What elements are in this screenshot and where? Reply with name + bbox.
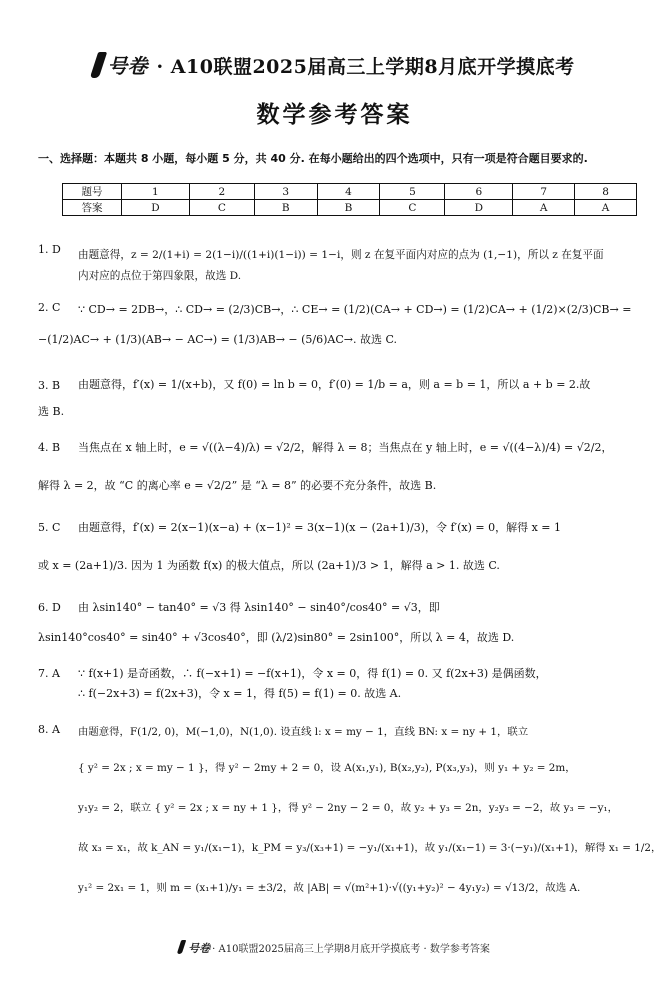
solution-line: 内对应的点位于第四象限，故选 D. bbox=[78, 270, 242, 282]
table-cell: A bbox=[575, 200, 637, 216]
table-cell: C bbox=[380, 200, 445, 216]
solution-line: 故 x₃ = x₁，故 k_AN = y₁/(x₁−1)，k_PM = y₃/(x₃+1) = −y₁/(x₁+1)，故 y₁/(x₁−1) = 3·(−y₁)/(x₁+1)，解得 x₁ = 1/2， bbox=[78, 842, 662, 854]
solution-line: λsin140°cos40° = sin40° + √3cos40°，即 (λ/2)sin80° = 2sin100°，所以 λ = 4，故选 D. bbox=[38, 631, 515, 644]
question-answer: C bbox=[52, 301, 61, 314]
solution-line: 由 λsin140° − tan40° = √3 得 λsin140° − sin40°/cos40° = √3，即 bbox=[78, 601, 440, 614]
table-cell: A bbox=[513, 200, 575, 216]
question-number: 8. bbox=[38, 723, 49, 736]
document-subtitle: 数学参考答案 bbox=[256, 102, 413, 128]
table-cell: 6 bbox=[445, 184, 513, 200]
page-footer bbox=[0, 940, 669, 956]
table-cell: B bbox=[317, 200, 380, 216]
solution-line: ∵ f(x+1) 是奇函数，∴ f(−x+1) = −f(x+1)，令 x = 0，得 f(1) = 0. 又 f(2x+3) 是偶函数， bbox=[78, 667, 547, 680]
row-label: 答案 bbox=[63, 200, 122, 216]
question-answer: C bbox=[52, 521, 61, 534]
table-cell: 8 bbox=[575, 184, 637, 200]
table-cell: 5 bbox=[380, 184, 445, 200]
table-cell: 3 bbox=[254, 184, 317, 200]
question-number: 1. bbox=[38, 243, 49, 256]
table-cell: 4 bbox=[317, 184, 380, 200]
table-cell: 1 bbox=[122, 184, 190, 200]
table-cell: 2 bbox=[189, 184, 254, 200]
question-number: 5. bbox=[38, 521, 49, 534]
solution-line: y₁y₂ = 2，联立 { y² = 2x ; x = ny + 1 }，得 y² − 2ny − 2 = 0，故 y₂ + y₃ = 2n，y₂y₃ = −2，故 y₃ = −y₁， bbox=[78, 802, 619, 814]
brand-logo-text: 号卷 bbox=[107, 54, 148, 78]
exam-title: A10联盟2025届高三上学期8月底开学摸底考 bbox=[170, 56, 575, 78]
question-answer: B bbox=[52, 379, 61, 392]
table-cell: D bbox=[445, 200, 513, 216]
solution-line: 选 B. bbox=[38, 405, 65, 418]
solution-line: 由题意得，F(1/2, 0)，M(−1,0)，N(1,0). 设直线 l: x = my − 1，直线 BN: x = ny + 1，联立 bbox=[78, 726, 529, 738]
question-number: 2. bbox=[38, 301, 49, 314]
solution-line: ∴ f(−2x+3) = f(2x+3)，令 x = 1，得 f(5) = f(1) = 0. 故选 A. bbox=[78, 687, 402, 700]
document-title: 号卷 · A10联盟2025届高三上学期8月底开学摸底考 bbox=[0, 50, 669, 79]
footer-logo-icon bbox=[177, 940, 187, 954]
question-number: 6. bbox=[38, 601, 49, 614]
table-cell: B bbox=[254, 200, 317, 216]
question-answer: D bbox=[52, 601, 61, 614]
brand-logo-icon bbox=[90, 52, 107, 78]
solution-line: y₁² = 2x₁ = 1，则 m = (x₁+1)/y₁ = ±3/2，故 |AB| = √(m²+1)·√((y₁+y₂)² − 4y₁y₂) = √13/2，故选 A. bbox=[78, 882, 581, 894]
question-answer: A bbox=[52, 667, 60, 680]
table-cell: C bbox=[189, 200, 254, 216]
solution-line: 或 x = (2a+1)/3. 因为 1 为函数 f(x) 的极大值点，所以 (2a+1)/3 > 1，解得 a > 1. 故选 C. bbox=[38, 559, 500, 572]
solution-line: 解得 λ = 2，故 “C 的离心率 e = √2/2” 是 “λ = 8” 的必要不充分条件，故选 B. bbox=[38, 479, 437, 492]
footer-text: · A10联盟2025届高三上学期8月底开学摸底考 · 数学参考答案 bbox=[212, 944, 490, 955]
table-cell: D bbox=[122, 200, 190, 216]
solution-line: −(1/2)AC→ + (1/3)(AB→ − AC→) = (1/3)AB→ − (5/6)AC→. 故选 C. bbox=[38, 333, 398, 346]
question-number: 4. bbox=[38, 441, 49, 454]
table-row-answers bbox=[63, 200, 637, 216]
solution-line: 由题意得，f′(x) = 1/(x+b)，又 f(0) = ln b = 0，f′(0) = 1/b = a，则 a = b = 1，所以 a + b = 2.故 bbox=[78, 378, 591, 391]
solution-line: 由题意得，z = 2/(1+i) = 2(1−i)/((1+i)(1−i)) = 1−i，则 z 在复平面内对应的点为 (1,−1)，所以 z 在复平面 bbox=[78, 249, 604, 261]
solution-line: ∵ CD→ = 2DB→，∴ CD→ = (2/3)CB→，∴ CE→ = (1/2)(CA→ + CD→) = (1/2)CA→ + (1/2)×(2/3)CB→ = bbox=[78, 303, 632, 316]
section-heading: 一、选择题：本题共 8 小题，每小题 5 分，共 40 分. 在每小题给出的四个选项中，只有一项是符合题目要求的. bbox=[38, 152, 588, 165]
footer-logo-text: 号卷 bbox=[188, 942, 211, 955]
question-number: 3. bbox=[38, 379, 49, 392]
table-cell: 7 bbox=[513, 184, 575, 200]
answer-table bbox=[62, 183, 637, 216]
question-answer: A bbox=[52, 723, 60, 736]
question-answer: D bbox=[52, 243, 61, 256]
solution-line: 当焦点在 x 轴上时，e = √((λ−4)/λ) = √2/2，解得 λ = 8；当焦点在 y 轴上时，e = √((4−λ)/4) = √2/2， bbox=[78, 441, 613, 454]
solution-line: 由题意得，f′(x) = 2(x−1)(x−a) + (x−1)² = 3(x−1)(x − (2a+1)/3)，令 f′(x) = 0，解得 x = 1 bbox=[78, 521, 561, 534]
table-row-numbers bbox=[63, 184, 637, 200]
question-number: 7. bbox=[38, 667, 49, 680]
question-answer: B bbox=[52, 441, 61, 454]
solution-line: { y² = 2x ; x = my − 1 }，得 y² − 2my + 2 = 0，设 A(x₁,y₁), B(x₂,y₂), P(x₃,y₃)，则 y₁ + y₂ = 2m， bbox=[78, 762, 576, 774]
row-label: 题号 bbox=[63, 184, 122, 200]
